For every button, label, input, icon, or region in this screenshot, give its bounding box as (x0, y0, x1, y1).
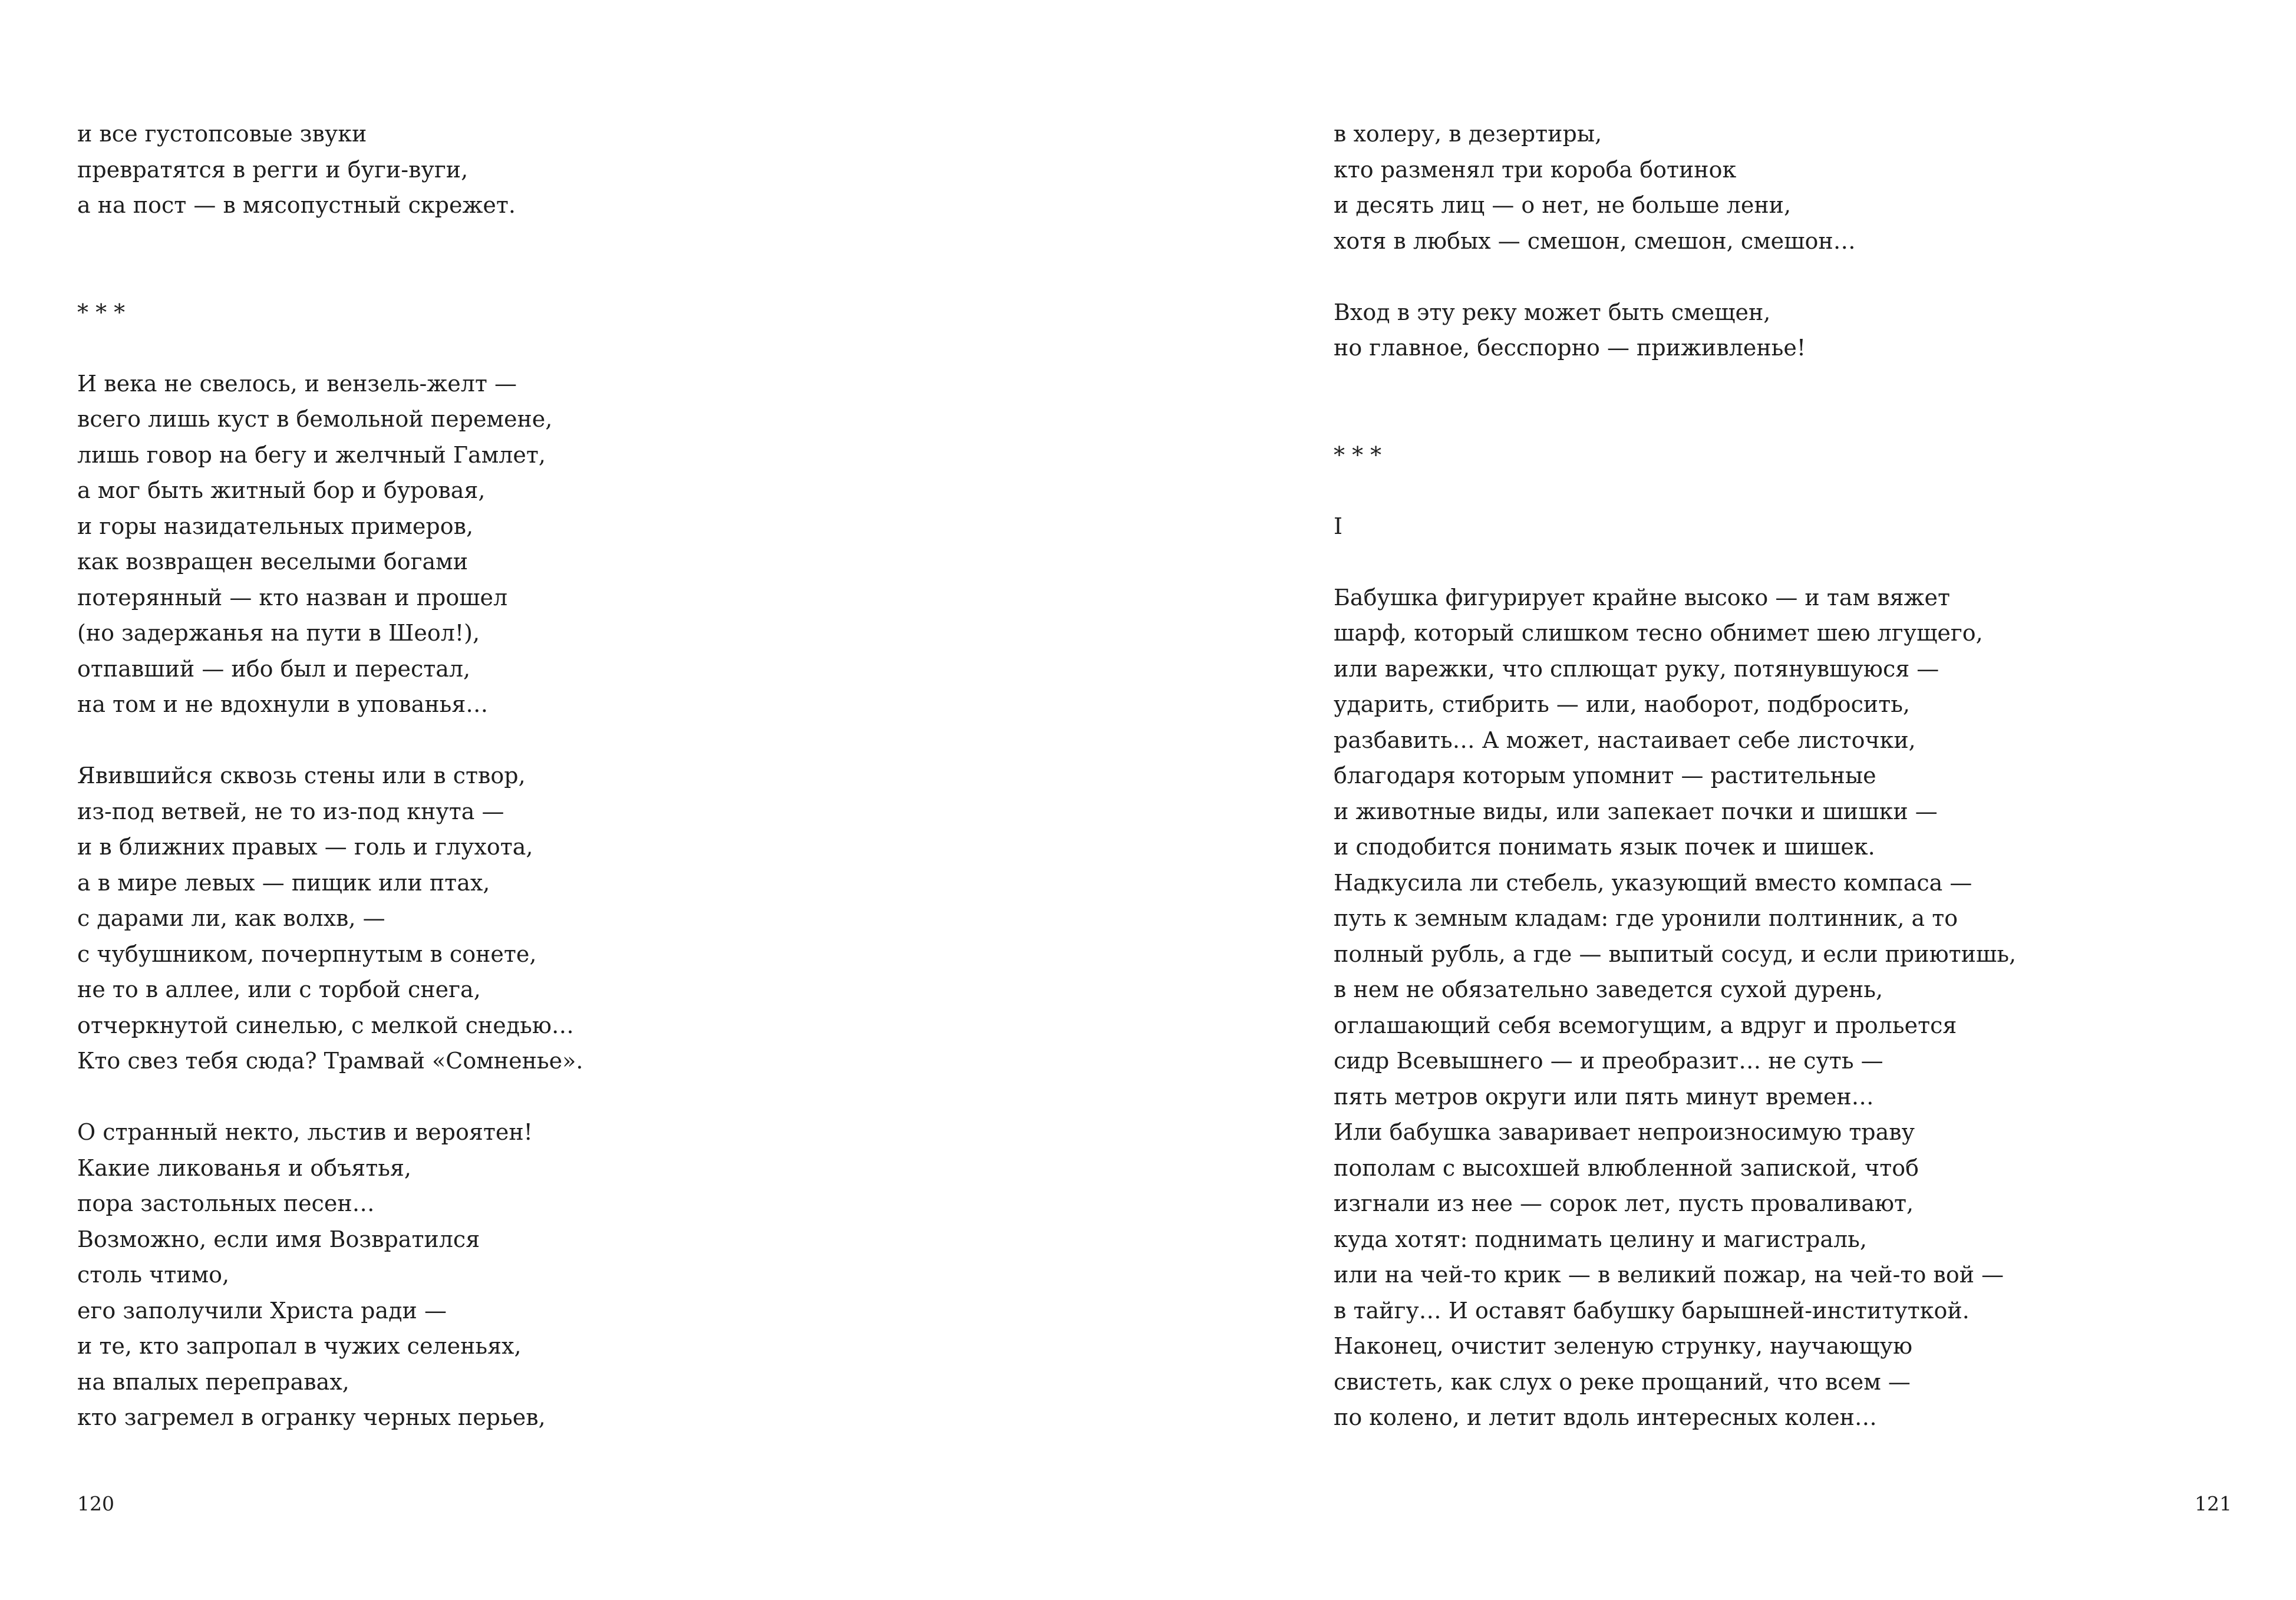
section-divider: * * * (77, 299, 126, 325)
verse-line: и животные виды, или запекает почки и шишки — (1334, 798, 1938, 824)
left-page-text (77, 116, 583, 1436)
verse-line: отпавший — ибо был и перестал, (77, 655, 471, 682)
verse-line: или варежки, что сплющат руку, потянувшуюся — (1334, 655, 1939, 682)
verse-line: а на пост — в мясопустный скрежет. (77, 192, 516, 218)
verse-line: и в ближних правых — голь и глухота, (77, 834, 533, 860)
verse-line: с чубушником, почерпнутым в сонете, (77, 941, 537, 967)
stanza-gap (1334, 401, 2016, 437)
verse-line: полный рубль, а где — выпитый сосуд, и если приютишь, (1334, 941, 2017, 967)
verse-line: благодаря которым упомнит — растительные (1334, 763, 1876, 789)
verse-line: Возможно, если имя Возвратился (77, 1226, 480, 1252)
verse-line: пять метров округи или пять минут времен… (1334, 1083, 1874, 1110)
verse-line: всего лишь куст в бемольной перемене, (77, 406, 553, 432)
verse-line: О странный некто, льстив и вероятен! (77, 1119, 533, 1145)
verse-line: Кто свез тебя сюда? Трамвай «Сомненье». (77, 1048, 583, 1074)
verse-line: Или бабушка заваривает непроизносимую траву (1334, 1119, 1915, 1145)
verse-line: пора застольных песен… (77, 1190, 375, 1216)
verse-line: в нем не обязательно заведется сухой дурень, (1334, 977, 1883, 1002)
verse-line: Явившийся сквозь стены или в створ, (77, 763, 526, 789)
verse-line: а в мире левых — пищик или птах, (77, 869, 490, 896)
verse-line: хотя в любых — смешон, смешон, смешон… (1334, 227, 1856, 254)
verse-line: в тайгу… И оставят бабушку барышней-институткой. (1334, 1297, 1970, 1324)
verse-line: как возвращен веселыми богами (77, 549, 469, 575)
stanza-gap (1334, 259, 2016, 295)
stanza-gap (77, 1079, 583, 1115)
verse-line: (но задержанья на пути в Шеол!), (77, 620, 480, 646)
verse-line: не то в аллее, или с торбой снега, (77, 977, 481, 1002)
verse-line: свистеть, как слух о реке прощаний, что всем — (1334, 1368, 1911, 1395)
page-number-right: 121 (2195, 1492, 2232, 1515)
section-divider: * * * (1334, 441, 1382, 468)
verse-line: и те, кто запропал в чужих селеньях, (77, 1333, 522, 1359)
verse-line: оглашающий себя всемогущим, а вдруг и прольется (1334, 1012, 1957, 1038)
verse-line: шарф, который слишком тесно обнимет шею лгущего, (1334, 620, 1983, 646)
verse-line: кто загремел в огранку черных перьев, (77, 1404, 546, 1430)
verse-line: Надкусила ли стебель, указующий вместо компаса — (1334, 869, 1972, 896)
verse-line: пополам с высохшей влюбленной запиской, чтоб (1334, 1154, 1919, 1181)
stanza-gap (1334, 544, 2016, 580)
verse-line: отчеркнутой синелью, с мелкой снедью… (77, 1012, 574, 1038)
verse-line: путь к земным кладам: где уронили полтинник, а то (1334, 905, 1958, 931)
right-page (1148, 0, 2296, 1600)
verse-line: на впалых переправах, (77, 1368, 349, 1395)
verse-line: превратятся в регги и буги-вуги, (77, 156, 469, 183)
verse-line: по колено, и летит вдоль интересных колен… (1334, 1404, 1877, 1430)
stanza-gap (1334, 366, 2016, 402)
verse-line: И века не свелось, и вензель-желт — (77, 370, 517, 397)
verse-line: его заполучили Христа ради — (77, 1297, 447, 1324)
verse-line: разбавить… А может, настаивает себе листочки, (1334, 727, 1916, 753)
verse-line: на том и не вдохнули в упованья… (77, 691, 489, 717)
verse-line: сидр Всевышнего — и преобразит… не суть — (1334, 1048, 1883, 1074)
stanza-gap (77, 223, 583, 259)
verse-line: и горы назидательных примеров, (77, 513, 474, 539)
verse-line: потерянный — кто назван и прошел (77, 584, 508, 611)
verse-line: Какие ликованья и объятья, (77, 1154, 411, 1181)
verse-line: столь чтимо, (77, 1262, 230, 1288)
verse-line: Вход в эту реку может быть смещен, (1334, 299, 1771, 325)
verse-line: кто разменял три короба ботинок (1334, 156, 1737, 183)
verse-line: ударить, стибрить — или, наоборот, подбросить, (1334, 691, 1910, 717)
verse-line: в холеру, в дезертиры, (1334, 121, 1602, 147)
verse-line: но главное, бесспорно — приживленье! (1334, 335, 1806, 361)
verse-line: лишь говор на бегу и желчный Гамлет, (77, 441, 546, 468)
stanza-gap (77, 259, 583, 295)
verse-line: и сподобится понимать язык почек и шишек. (1334, 834, 1875, 860)
verse-line: Бабушка фигурирует крайне высоко — и там вяжет (1334, 584, 1950, 611)
page-number-left: 120 (77, 1492, 114, 1515)
stanza-gap (77, 723, 583, 758)
verse-line: и десять лиц — о нет, не больше лени, (1334, 192, 1792, 218)
verse-line: или на чей-то крик — в великий пожар, на чей-то вой — (1334, 1262, 2004, 1288)
verse-line: и все густопсовые звуки (77, 121, 367, 147)
verse-line: Наконец, очистит зеленую струнку, научающую (1334, 1333, 1913, 1359)
stanza-gap (1334, 473, 2016, 509)
right-page-text (1334, 116, 2016, 1436)
verse-line: а мог быть житный бор и буровая, (77, 477, 486, 503)
verse-line: изгнали из нее — сорок лет, пусть проваливают, (1334, 1190, 1914, 1216)
verse-line: из-под ветвей, не то из-под кнута — (77, 798, 504, 824)
stanza-gap (77, 330, 583, 366)
verse-line: I (1334, 513, 1343, 539)
verse-line: куда хотят: поднимать целину и магистраль, (1334, 1226, 1867, 1252)
verse-line: с дарами ли, как волхв, — (77, 905, 385, 931)
